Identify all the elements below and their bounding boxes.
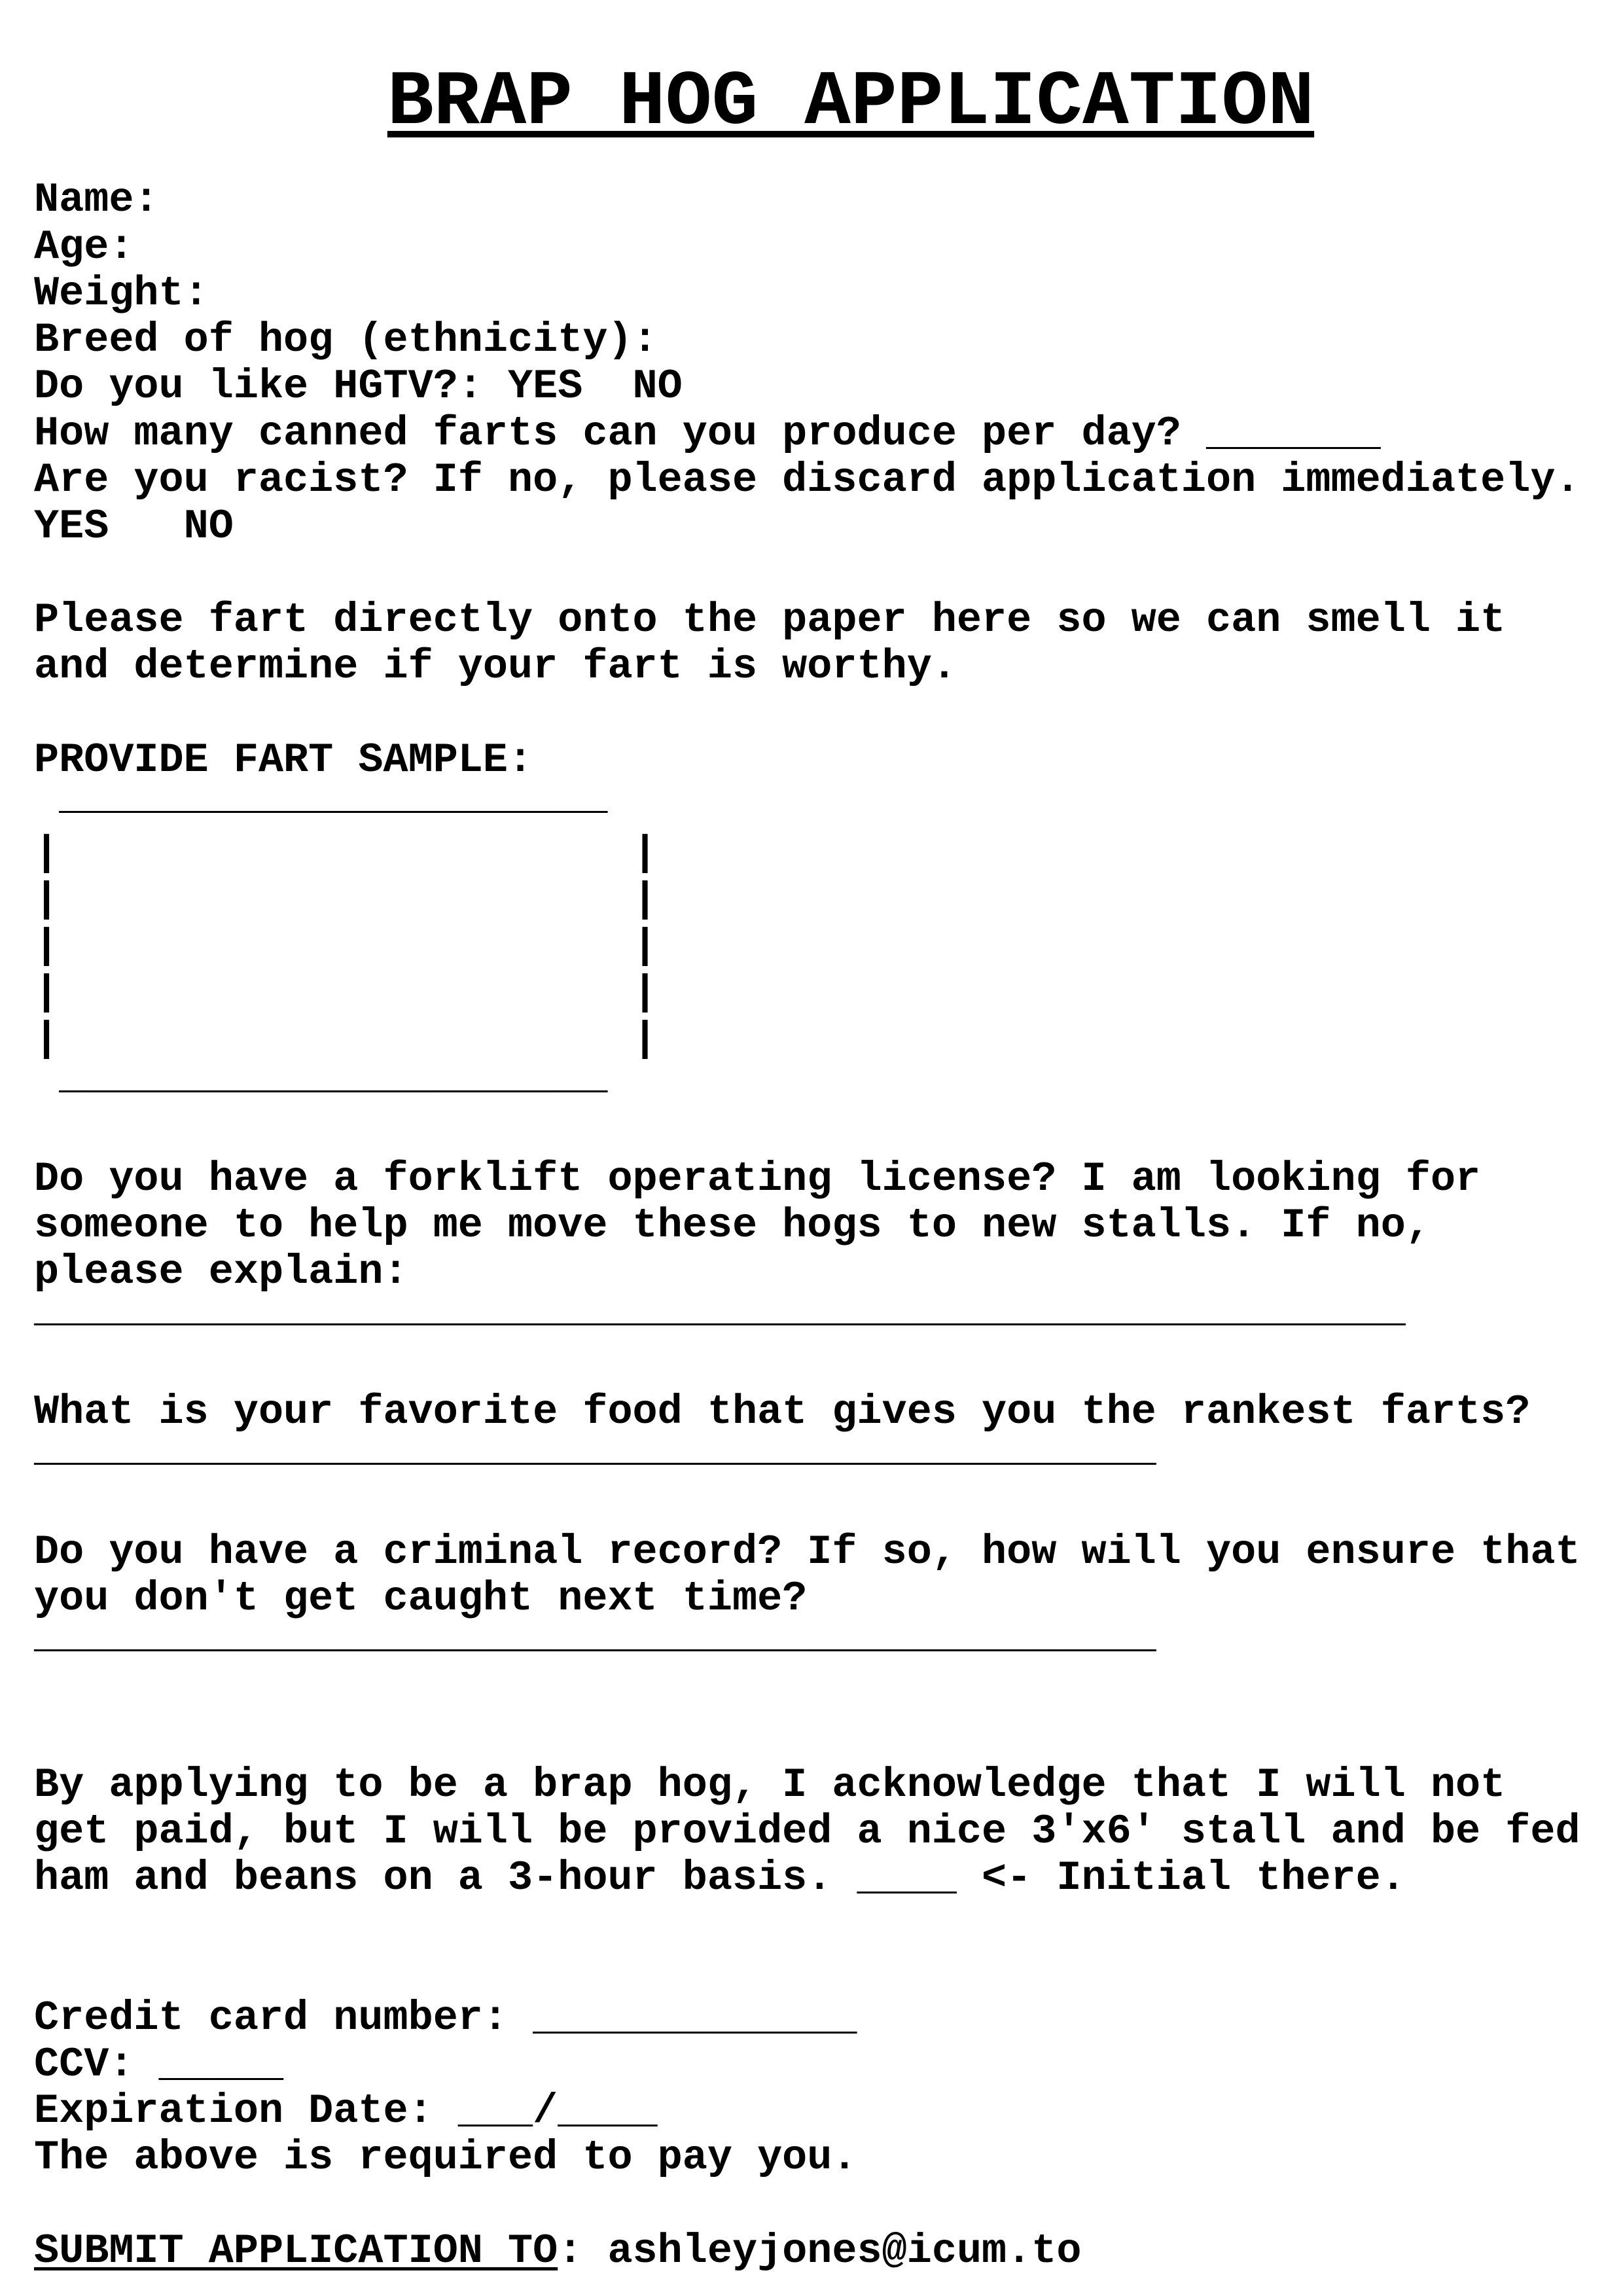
fart-box-side: | | <box>34 923 658 970</box>
hgtv-question: Do you like HGTV?: YES NO <box>34 363 683 410</box>
criminal-record-question-line-1: Do you have a criminal record? If so, how will you ensure that <box>34 1529 1580 1576</box>
favorite-food-answer-blank: _____________________________________________ <box>34 1426 1156 1473</box>
breed-field: Breed of hog (ethnicity): <box>34 317 658 364</box>
fart-box-side: | | <box>34 1016 658 1063</box>
document-title: BRAP HOG APPLICATION <box>387 60 1315 147</box>
criminal-record-answer-blank: _____________________________________________ <box>34 1613 1156 1660</box>
racist-options: YES NO <box>34 503 234 550</box>
canned-farts-question: How many canned farts can you produce per day? _______ <box>34 410 1381 457</box>
acknowledgement-line-1: By applying to be a brap hog, I acknowledge that I will not <box>34 1762 1506 1809</box>
fart-sample-label: PROVIDE FART SAMPLE: <box>34 737 533 784</box>
submit-line <box>34 2228 1081 2275</box>
acknowledgement-line-3: ham and beans on a 3-hour basis. ____ <- Initial there. <box>34 1855 1406 1902</box>
fart-box-side: | | <box>34 830 658 877</box>
forklift-question-line-3: please explain: <box>34 1249 408 1296</box>
ccv-field: CCV: _____ <box>34 2041 284 2089</box>
favorite-food-question: What is your favorite food that gives you the rankest farts? <box>34 1389 1531 1436</box>
age-field: Age: <box>34 224 134 271</box>
criminal-record-question-line-2: you don't get caught next time? <box>34 1575 808 1623</box>
forklift-answer-blank: _______________________________________________________ <box>34 1287 1406 1334</box>
credit-card-number-field: Credit card number: _____________ <box>34 1995 857 2042</box>
acknowledgement-line-2: get paid, but I will be provided a nice 3'x6' stall and be fed <box>34 1808 1580 1856</box>
fart-box-side: | | <box>34 969 658 1016</box>
payment-note: The above is required to pay you. <box>34 2134 857 2181</box>
fart-instructions-line-2: and determine if your fart is worthy. <box>34 643 957 691</box>
fart-box-bottom: ______________________ <box>34 1054 608 1101</box>
fart-box-side: | | <box>34 876 658 924</box>
submit-email: ashleyjones@icum.to <box>607 2228 1082 2275</box>
forklift-question-line-2: someone to help me move these hogs to new stalls. If no, <box>34 1202 1431 1249</box>
forklift-question-line-1: Do you have a forklift operating license? I am looking for <box>34 1156 1481 1203</box>
weight-field: Weight: <box>34 270 209 317</box>
fart-instructions-line-1: Please fart directly onto the paper here so we can smell it <box>34 597 1506 644</box>
submit-separator: : <box>558 2228 608 2275</box>
submit-label: SUBMIT APPLICATION TO <box>34 2228 558 2275</box>
fart-box-top: ______________________ <box>34 774 608 821</box>
name-field: Name: <box>34 177 159 224</box>
expiration-date-field: Expiration Date: ___/____ <box>34 2088 658 2135</box>
racist-question: Are you racist? If no, please discard application immediately. <box>34 457 1580 504</box>
